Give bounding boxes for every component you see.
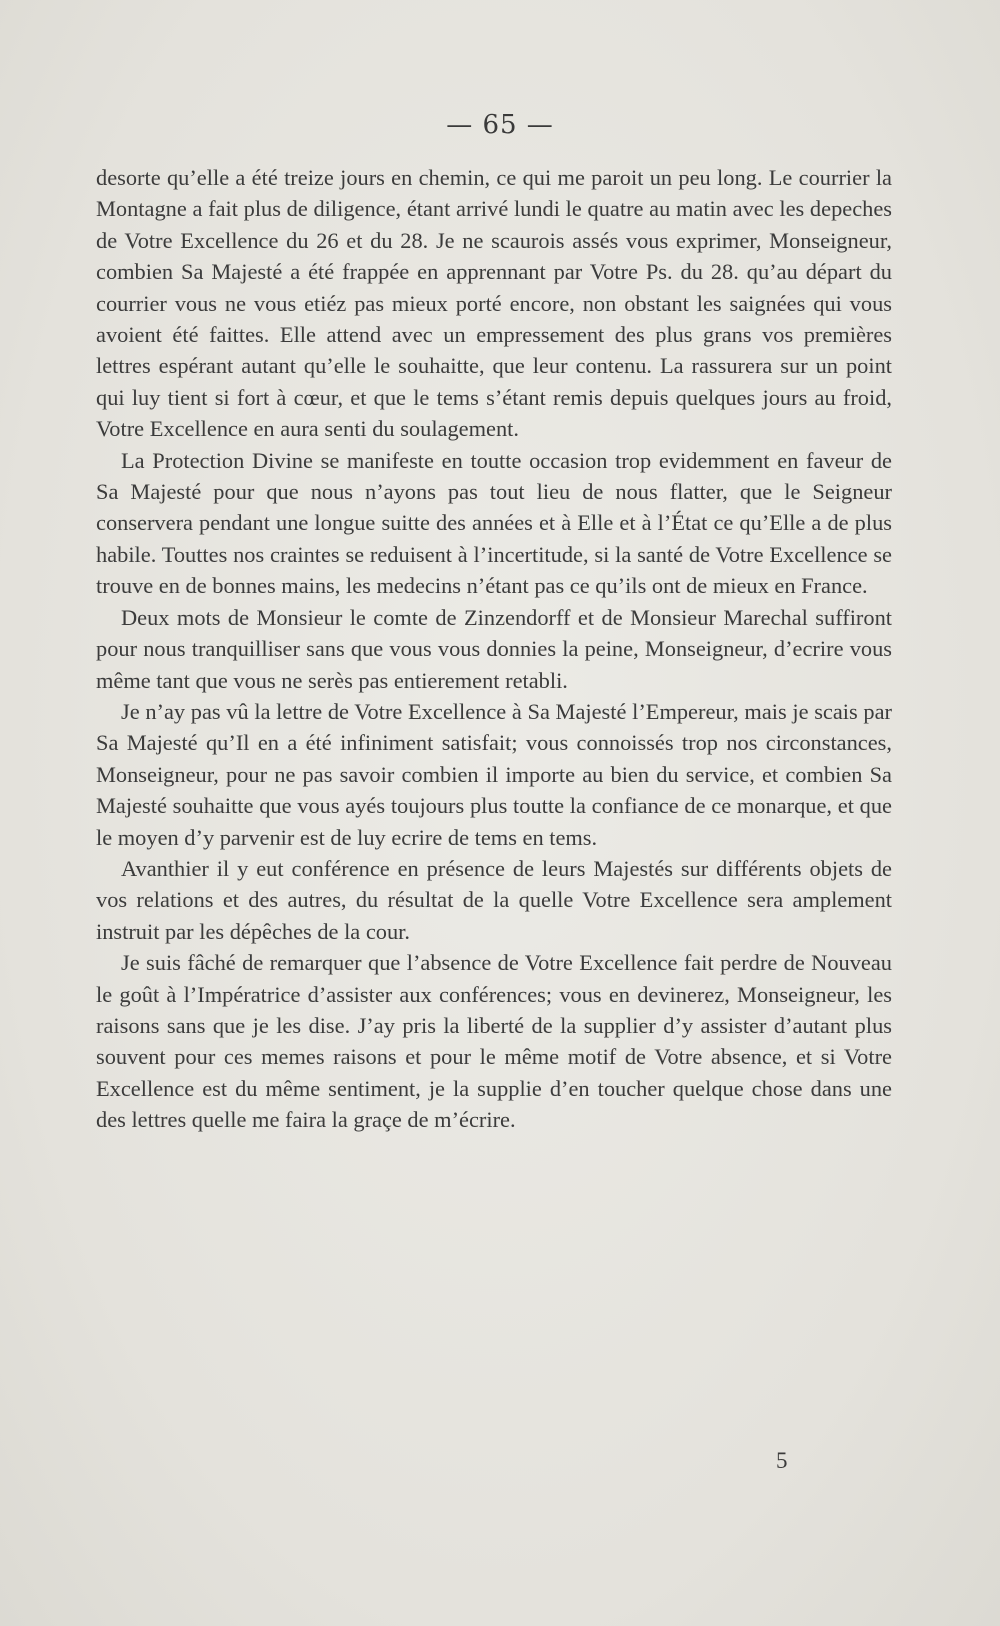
- paragraph-5: Avanthier il y eut conférence en présence de leurs Majestés sur différents objets de vos relations et des autres, du résultat de la quelle Votre Excellence sera amplement instruit par les dépêches de la cour.: [96, 855, 892, 944]
- paragraph-1: desorte qu’elle a été treize jours en chemin, ce qui me paroit un peu long. Le courrier la Montagne a fait plus de diligence, étant arrivé lundi le quatre au matin avec les depeches de Votre Excellence du 26 et du 28. Je ne scaurois assés vous exprimer, Monseigneur, combien Sa Majesté a été frappée en apprennant par Votre Ps. du 28. qu’au départ du courrier vous ne vous etiéz pas mieux porté encore, non obstant les saignées qui vous avoient été faittes. Elle attend avec un empressement des plus grans vos premières lettres espérant autant qu’elle le souhaitte, que leur contenu. La rassurera sur un point qui luy tient si fort à cœur, et que le tems s’étant remis depuis quelques jours au froid, Votre Excellence en aura senti du soulagement.: [96, 165, 892, 442]
- paragraph-6: Je suis fâché de remarquer que l’absence de Votre Excellence fait perdre de Nouveau le goût à l’Impératrice d’assister aux conférences; vous en devinerez, Monseigneur, les raisons sans que je les dise. J’ay pris la liberté de la supplier d’y assister d’autant plus souvent pour ces memes raisons et pour le même motif de Votre absence, et si Votre Excellence est du même sentiment, je la supplie d’en toucher quelque chose dans une des lettres quelle me faira la graçe de m’écrire.: [96, 950, 892, 1133]
- paragraph-2: La Protection Divine se manifeste en toutte occasion trop evidemment en faveur de Sa Majesté pour que nous n’ayons pas tout lieu de nous flatter, que le Seigneur conservera pendant une longue suitte des années et à Elle et à l’État ce qu’Elle a de plus habile. Touttes nos craintes se reduisent à l’incertitude, si la santé de Votre Excellence se trouve en de bonnes mains, les medecins n’étant pas ce qu’ils ont de mieux en France.: [96, 447, 892, 599]
- letter-body: [96, 162, 892, 1136]
- paragraph-4: Je n’ay pas vû la lettre de Votre Excellence à Sa Majesté l’Empereur, mais je scais par Sa Majesté qu’Il en a été infiniment satisfait; vous connoissés trop nos circonstances, Monseigneur, pour ne pas savoir combien il importe au bien du service, et combien Sa Majesté souhaitte que vous ayés toujours plus toutte la confiance de ce monarque, et que le moyen d’y parvenir est de luy ecrire de tems en tems.: [96, 698, 892, 850]
- page-number: — 65 —: [446, 110, 554, 140]
- signature-mark: 5: [776, 1448, 788, 1473]
- paragraph-3: Deux mots de Monsieur le comte de Zinzendorff et de Monsieur Marechal suffiront pour nous tranquilliser sans que vous vous donnies la peine, Monseigneur, d’ecrire vous même tant que vous ne serès pas entierement retabli.: [96, 604, 892, 693]
